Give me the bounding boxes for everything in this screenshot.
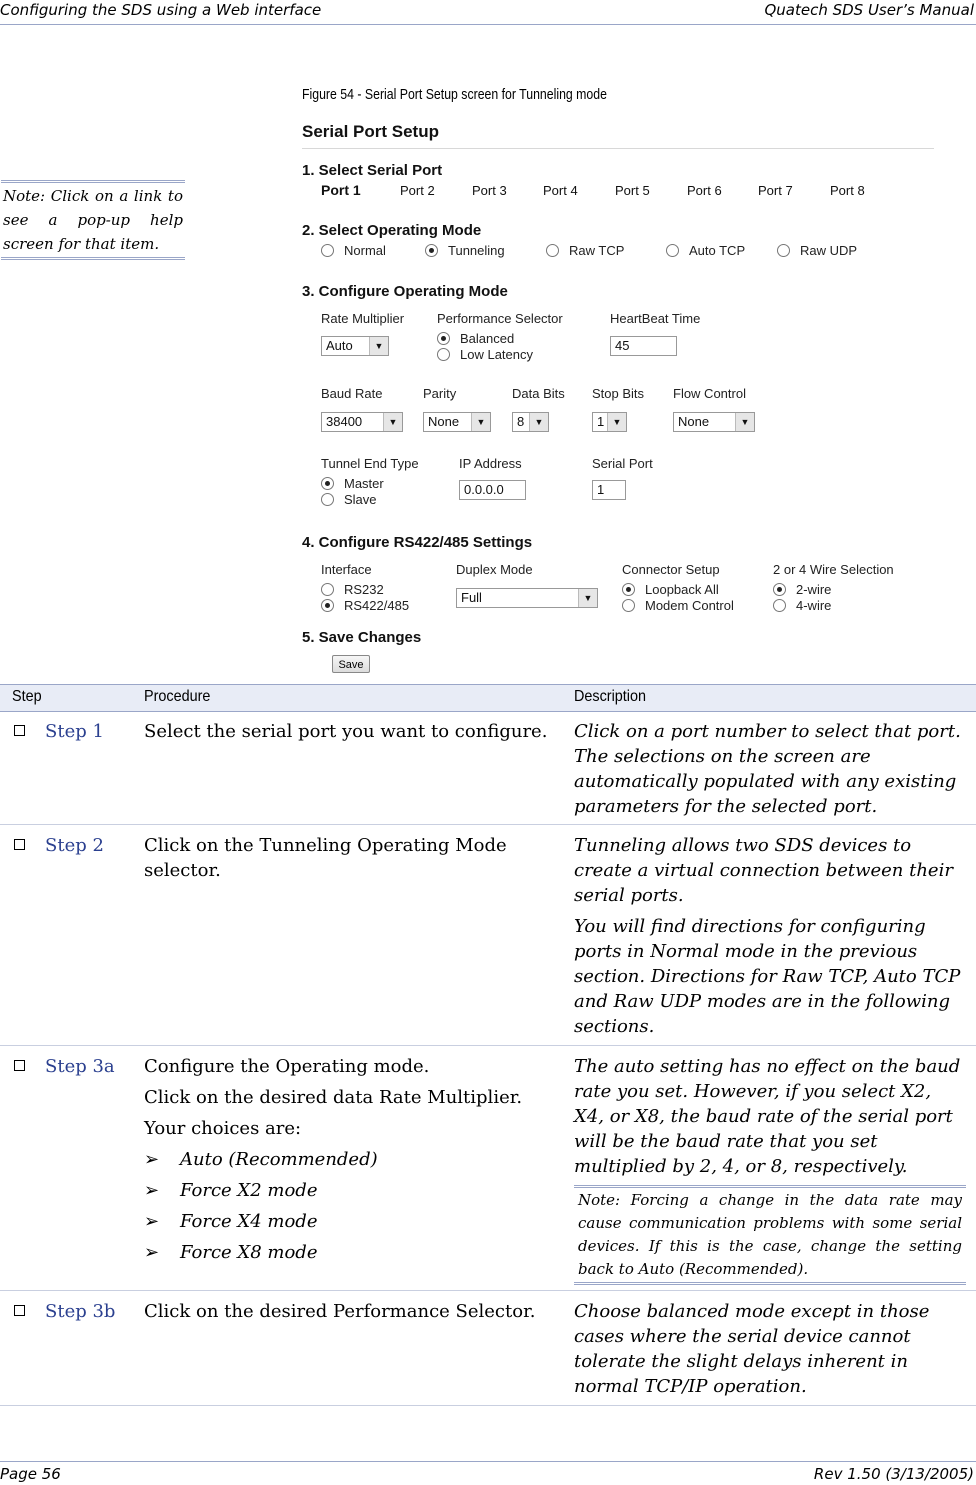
setup-title: Serial Port Setup [302, 122, 439, 141]
conn-modem-label: Modem Control [645, 598, 734, 613]
flow-control-label: Flow Control [673, 386, 746, 401]
step-label: Step 1 [45, 721, 104, 742]
wire-2-label: 2-wire [796, 582, 832, 597]
data-bits-label: Data Bits [512, 386, 565, 401]
radio-icon [622, 599, 635, 612]
conn-loopback-label: Loopback All [645, 582, 719, 597]
wire-4-label: 4-wire [796, 598, 832, 613]
parity-select[interactable] [423, 412, 491, 432]
header-left: Configuring the SDS using a Web interface [0, 1, 322, 19]
serial-port-label: Serial Port [592, 456, 653, 471]
title-divider [302, 148, 934, 149]
port-2-link[interactable]: Port 2 [400, 183, 435, 198]
iface-rs232-label: RS232 [344, 582, 384, 597]
port-1-link[interactable]: Port 1 [321, 182, 361, 198]
step-label: Step 2 [45, 835, 104, 856]
col-procedure: Procedure [144, 688, 211, 705]
footer-right: Rev 1.50 (3/13/2005) [813, 1465, 974, 1483]
figure-caption: Figure 54 - Serial Port Setup screen for Tunneling mode [302, 86, 607, 103]
dropdown-arrow-icon: ▼ [735, 413, 754, 431]
port-5-link[interactable]: Port 5 [615, 183, 650, 198]
iface-rs422-label: RS422/485 [344, 598, 410, 613]
ip-address-value: 0.0.0.0 [464, 482, 504, 497]
procedure-cell [144, 1054, 554, 1271]
description-text: Click on a port number to select that port. The selections on the screen are automatically populated with any existing parameters for the selected port. [574, 721, 961, 817]
section-operating-mode: 2. Select Operating Mode [302, 222, 482, 239]
duplex-select[interactable] [456, 588, 598, 608]
radio-icon [437, 348, 450, 361]
radio-icon [321, 583, 334, 596]
ip-address-label: IP Address [459, 456, 522, 471]
stop-bits-select[interactable] [592, 412, 627, 432]
mode-normal[interactable] [321, 243, 386, 258]
perf-low-latency-label: Low Latency [460, 347, 533, 362]
section-configure-mode: 3. Configure Operating Mode [302, 283, 508, 300]
port-3-link[interactable]: Port 3 [472, 183, 507, 198]
mode-raw-udp[interactable] [777, 243, 857, 258]
connector-label: Connector Setup [622, 562, 720, 577]
iface-rs232[interactable] [321, 582, 384, 597]
radio-selected-icon [425, 244, 438, 257]
description-text: Tunneling allows two SDS devices to create a virtual connection between their serial ports. [574, 835, 953, 906]
port-8-link[interactable]: Port 8 [830, 183, 865, 198]
description-cell [574, 1299, 966, 1405]
procedure-text: Configure the Operating mode. [144, 1056, 430, 1077]
conn-loopback[interactable] [622, 582, 719, 597]
radio-selected-icon [321, 599, 334, 612]
step-cell [14, 833, 104, 858]
mode-raw-tcp[interactable] [546, 243, 624, 258]
procedure-cell [144, 1299, 554, 1330]
page-header [0, 0, 976, 25]
procedure-cell [144, 719, 554, 750]
dropdown-arrow-icon: ▼ [578, 589, 597, 607]
tunnel-end-label: Tunnel End Type [321, 456, 419, 471]
section-select-port: 1. Select Serial Port [302, 162, 443, 179]
list-item [144, 1178, 554, 1203]
perf-balanced[interactable] [437, 331, 514, 346]
iface-rs422[interactable] [321, 598, 409, 613]
bullet-text: Force X8 mode [180, 1242, 318, 1263]
parity-value: None [428, 414, 460, 429]
rate-multiplier-label: Rate Multiplier [321, 311, 405, 326]
radio-selected-icon [437, 332, 450, 345]
checkbox-icon [14, 1305, 25, 1316]
dropdown-arrow-icon: ▼ [471, 413, 490, 431]
dropdown-arrow-icon: ▼ [383, 413, 402, 431]
checkbox-icon [14, 839, 25, 850]
interface-label: Interface [321, 562, 372, 577]
ip-address-input[interactable] [459, 480, 526, 500]
radio-selected-icon [622, 583, 635, 596]
mode-normal-label: Normal [344, 243, 386, 258]
wire-2[interactable] [773, 582, 831, 597]
baud-rate-value: 38400 [326, 414, 363, 429]
section-rs422-settings: 4. Configure RS422/485 Settings [302, 534, 533, 551]
heartbeat-input[interactable] [610, 336, 677, 356]
description-text: The auto setting has no effect on the baud rate you set. However, if you select X2, X4, or X8, the baud rate of the serial port will be the baud rate that you set multiplied by 2, 4, or 8, respectively. [574, 1056, 961, 1177]
description-text: Choose balanced mode except in those cases where the serial device cannot tolerate the slight delays inherent in normal TCP/IP operation. [574, 1301, 930, 1397]
data-rate-note: Note: Forcing a change in the data rate may cause communication problems with some serial devices. If this is the case, change the setting back to Auto (Recommended). [574, 1185, 966, 1285]
section-save-changes: 5. Save Changes [302, 629, 422, 646]
radio-icon [773, 599, 786, 612]
parity-label: Parity [423, 386, 457, 401]
baud-rate-label: Baud Rate [321, 386, 383, 401]
radio-selected-icon [773, 583, 786, 596]
flow-control-value: None [678, 414, 710, 429]
mode-tunneling-label: Tunneling [448, 243, 505, 258]
stop-bits-label: Stop Bits [592, 386, 645, 401]
list-item [144, 1240, 554, 1265]
radio-icon [321, 493, 334, 506]
port-7-link[interactable]: Port 7 [758, 183, 793, 198]
arrow-bullet-icon: ➢ [144, 1242, 160, 1263]
perf-low-latency[interactable] [437, 347, 533, 362]
header-right: Quatech SDS User’s Manual [764, 1, 974, 19]
arrow-bullet-icon: ➢ [144, 1149, 160, 1170]
procedure-text-3: Your choices are: [144, 1118, 302, 1139]
flow-control-select[interactable] [673, 412, 755, 432]
perf-balanced-label: Balanced [460, 331, 515, 346]
bullet-text: Force X2 mode [180, 1180, 318, 1201]
radio-icon [666, 244, 679, 257]
radio-selected-icon [321, 477, 334, 490]
serial-port-setup-screen [302, 120, 936, 680]
mode-raw-udp-label: Raw UDP [800, 243, 858, 258]
save-button[interactable]: Save [332, 655, 370, 673]
procedure-text: Click on the Tunneling Operating Mode selector. [144, 835, 507, 881]
side-note: Note: Click on a link to see a pop-up help screen for that item. [1, 180, 185, 260]
procedure-text: Select the serial port you want to configure. [144, 721, 548, 742]
description-cell [574, 833, 966, 1045]
table-row [0, 711, 976, 825]
baud-rate-select[interactable] [321, 412, 403, 432]
footer-left: Page 56 [0, 1465, 61, 1483]
tunnel-master[interactable] [321, 476, 384, 491]
description-text-2: You will find directions for configuring ports in Normal mode in the previous section. Directions for Raw TCP, Auto TCP and Raw UDP modes are in the following sections. [574, 916, 961, 1037]
data-bits-value: 8 [517, 414, 525, 429]
arrow-bullet-icon: ➢ [144, 1180, 160, 1201]
dropdown-arrow-icon: ▼ [369, 337, 388, 355]
procedure-text: Click on the desired Performance Selector. [144, 1301, 536, 1322]
description-cell [574, 719, 966, 825]
tunnel-master-label: Master [344, 476, 384, 491]
radio-icon [777, 244, 790, 257]
dropdown-arrow-icon: ▼ [607, 413, 626, 431]
wire-selection-label: 2 or 4 Wire Selection [773, 562, 894, 577]
page-footer [0, 1461, 976, 1485]
table-row [0, 1046, 976, 1291]
perf-selector-label: Performance Selector [437, 311, 563, 326]
tunnel-slave-label: Slave [344, 492, 377, 507]
heartbeat-label: HeartBeat Time [610, 311, 701, 326]
mode-auto-tcp-label: Auto TCP [689, 243, 746, 258]
conn-modem[interactable] [622, 598, 734, 613]
data-bits-select[interactable] [512, 412, 549, 432]
list-item [144, 1209, 554, 1234]
serial-port-value: 1 [597, 482, 605, 497]
bullet-text: Auto (Recommended) [180, 1149, 378, 1170]
step-label: Step 3b [45, 1301, 116, 1322]
tunnel-slave[interactable] [321, 492, 377, 507]
bullet-text: Force X4 mode [180, 1211, 318, 1232]
procedure-text-2: Click on the desired data Rate Multiplier. [144, 1087, 523, 1108]
wire-4[interactable] [773, 598, 831, 613]
stop-bits-value: 1 [597, 414, 605, 429]
step-cell [14, 719, 104, 744]
table-row [0, 1291, 976, 1406]
list-item [144, 1147, 554, 1172]
col-description: Description [574, 688, 647, 705]
dropdown-arrow-icon: ▼ [529, 413, 548, 431]
col-step: Step [12, 688, 42, 705]
step-label: Step 3a [45, 1056, 115, 1077]
procedure-cell [144, 833, 554, 889]
checkbox-icon [14, 725, 25, 736]
radio-icon [546, 244, 559, 257]
table-row [0, 825, 976, 1046]
duplex-label: Duplex Mode [456, 562, 533, 577]
step-cell [14, 1054, 115, 1079]
mode-tunneling[interactable] [425, 243, 505, 258]
step-cell [14, 1299, 115, 1324]
port-6-link[interactable]: Port 6 [687, 183, 722, 198]
duplex-value: Full [461, 590, 482, 605]
port-4-link[interactable]: Port 4 [543, 183, 578, 198]
heartbeat-value: 45 [615, 338, 630, 353]
mode-auto-tcp[interactable] [666, 243, 745, 258]
mode-raw-tcp-label: Raw TCP [569, 243, 625, 258]
description-cell [574, 1054, 966, 1285]
radio-icon [321, 244, 334, 257]
serial-port-input[interactable] [592, 480, 626, 500]
table-header [0, 684, 976, 712]
rate-multiplier-select[interactable] [321, 336, 389, 356]
rate-multiplier-value: Auto [326, 338, 353, 353]
checkbox-icon [14, 1060, 25, 1071]
arrow-bullet-icon: ➢ [144, 1211, 160, 1232]
